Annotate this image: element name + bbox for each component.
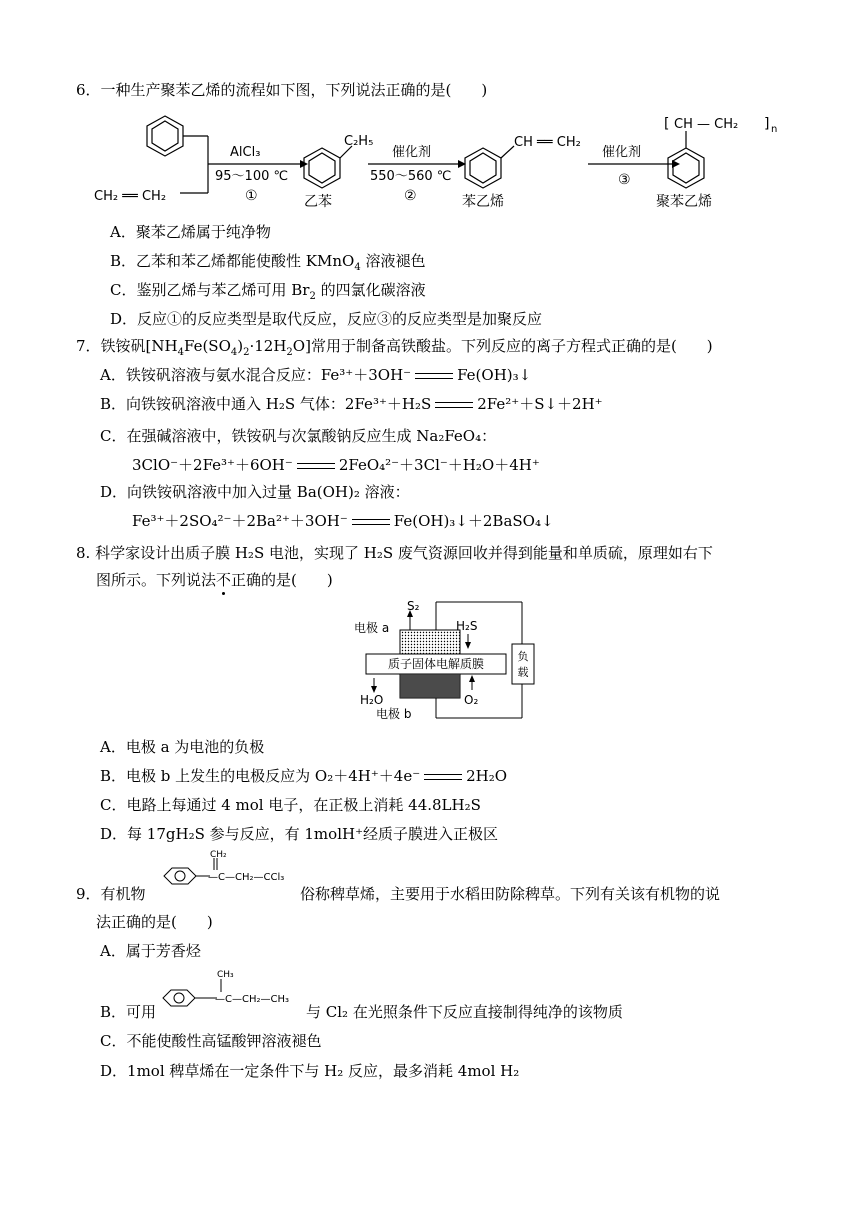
q7-option-a: A．铁铵矾溶液与氨水混合反应：Fe³⁺＋3OH⁻ Fe(OH)₃↓ [100, 366, 532, 384]
equals-sign-icon [424, 774, 462, 780]
chain-label: —C—CH₂—CCl₃ [208, 872, 285, 883]
benzene-ring-icon [147, 116, 183, 156]
q7-option-d-equation: Fe³⁺＋2SO₄²⁻＋2Ba²⁺＋3OH⁻ Fe(OH)₃↓＋2BaSO₄↓ [132, 512, 554, 530]
q7-option-c: C．在强碱溶液中，铁铵矾与次氯酸钠反应生成 Na₂FeO₄： [100, 427, 497, 445]
polymer-chain-label: CH — CH₂ [674, 117, 739, 132]
polymer-bracket-left-icon: [ [664, 116, 670, 132]
q7-option-c-equation: 3ClO⁻＋2Fe³⁺＋6OH⁻ 2FeO₄²⁻＋3Cl⁻＋H₂O＋4H⁺ [132, 456, 540, 474]
electrode-a-label: 电极 a [354, 621, 390, 635]
o2-label: O₂ [464, 693, 479, 707]
ethylene-label: CH₂ ══ CH₂ [94, 189, 167, 204]
equals-sign-icon [352, 519, 390, 525]
styrene-label: 苯乙烯 [462, 194, 504, 210]
polymer-n-label: n [771, 124, 778, 135]
arrow-down-icon [371, 686, 377, 693]
q8-option-a: A．电极 a 为电池的负极 [100, 738, 265, 756]
q9-option-c: C．不能使酸性高锰酸钾溶液褪色 [100, 1032, 322, 1050]
q8-stem-line2: 图所示。下列说法不正确的是( ) [96, 571, 333, 589]
benzene-ring-icon [465, 146, 514, 188]
electrode-b-block [400, 674, 460, 698]
equals-sign-icon [297, 463, 335, 469]
ch2-top-label: CH₂ [210, 850, 227, 860]
polystyrene-label: 聚苯乙烯 [656, 194, 712, 210]
q6-option-d: D．反应①的反应类型是取代反应，反应③的反应类型是加聚反应 [110, 310, 543, 328]
q6-option-c: C．鉴别乙烯与苯乙烯可用 $Br_2$ 的四氯化碳溶液 [110, 281, 426, 302]
ethylbenzene-label: 乙苯 [304, 194, 332, 210]
membrane-label: 质子固体电解质膜 [387, 657, 485, 671]
polymer-bracket-right-icon: ] [764, 116, 770, 132]
load-label-2: 载 [517, 666, 529, 679]
step3-reagent: 催化剂 [602, 145, 642, 160]
q9-option-a: A．属于芳香烃 [100, 942, 201, 960]
equals-sign-icon [435, 402, 473, 408]
q9-stem-line2: 法正确的是( ) [96, 913, 213, 931]
arrow-down-icon [465, 642, 471, 649]
step2-condition: 550～560 ℃ [370, 169, 452, 184]
q9-option-d: D．1mol 稗草烯在一定条件下与 H₂ 反应，最多消耗 4mol H₂ [100, 1062, 520, 1080]
q7-option-d: D．向铁铵矾溶液中加入过量 Ba(OH)₂ 溶液： [100, 483, 410, 501]
q8-option-d: D．每 17gH₂S 参与反应，有 1molH⁺经质子膜进入正极区 [100, 825, 498, 843]
load-label-1: 负 [517, 650, 529, 663]
q6-option-a: A．聚苯乙烯属于纯净物 [110, 223, 271, 241]
q9-option-b-post: 与 Cl₂ 在光照条件下反应直接制得纯净的该物质 [306, 1003, 623, 1021]
q8-option-b: B．电极 b 上发生的电极反应为 O₂＋4H⁺＋4e⁻ 2H₂O [100, 767, 508, 785]
benzene-ring-icon [304, 146, 352, 188]
h2o-label: H₂O [360, 693, 384, 707]
benzene-ring-icon [163, 990, 195, 1006]
q7-option-b: B．向铁铵矾溶液中通入 H₂S 气体：2Fe³⁺＋H₂S 2Fe²⁺＋S↓＋2H⁺ [100, 395, 603, 413]
q9-option-b-pre: B．可用 [100, 1003, 157, 1021]
equals-sign-icon [415, 373, 453, 379]
ch3-top-label: CH₃ [217, 970, 234, 980]
q6-reaction-diagram [90, 108, 790, 218]
h2s-label: H₂S [456, 619, 478, 633]
step2-number: ② [404, 188, 417, 204]
benzene-ring-icon [164, 868, 196, 884]
q8-battery-diagram [350, 598, 550, 726]
q8-option-c: C．电路上每通过 4 mol 电子，在正极上消耗 44.8LH₂S [100, 796, 481, 814]
q9-structure-2 [155, 966, 310, 1014]
vinyl-group-label: CH ══ CH₂ [514, 135, 581, 150]
step3-number: ③ [618, 172, 631, 188]
q9-stem-post: 俗称稗草烯，主要用于水稻田防除稗草。下列有关该有机物的说 [300, 885, 721, 903]
chain-label: —C—CH₂—CH₃ [215, 994, 290, 1005]
emphasis-dot: 不 [216, 571, 232, 589]
step1-condition: 95～100 ℃ [215, 169, 289, 184]
benzene-ring-icon [668, 131, 704, 188]
s2-label: S₂ [407, 599, 420, 613]
electrode-b-label: 电极 b [376, 707, 412, 721]
q9-structure-1 [148, 846, 298, 894]
ethyl-group-label: C₂H₅ [344, 134, 374, 149]
q8-stem-line1: 8. 科学家设计出质子膜 H₂S 电池，实现了 H₂S 废气资源回收并得到能量和单质硫，原理如右下 [76, 544, 713, 562]
q9-stem-pre: 9．有机物 [76, 885, 146, 903]
arrow-up-icon [469, 675, 475, 682]
q7-stem: 7．铁铵矾$[NH_4Fe(SO_4)_2\cdot 12H_2O]$常用于制备高铁酸盐。下列反应的离子方程式正确的是( ) [76, 337, 713, 358]
step1-number: ① [245, 188, 258, 204]
q6-stem: 6．一种生产聚苯乙烯的流程如下图，下列说法正确的是( ) [76, 81, 488, 99]
q6-option-b: B．乙苯和苯乙烯都能使酸性 KMnO$_4$ 溶液褪色 [110, 252, 426, 273]
electrode-a-block [400, 630, 460, 654]
step2-reagent: 催化剂 [392, 145, 432, 160]
step1-reagent: AlCl₃ [230, 145, 261, 160]
